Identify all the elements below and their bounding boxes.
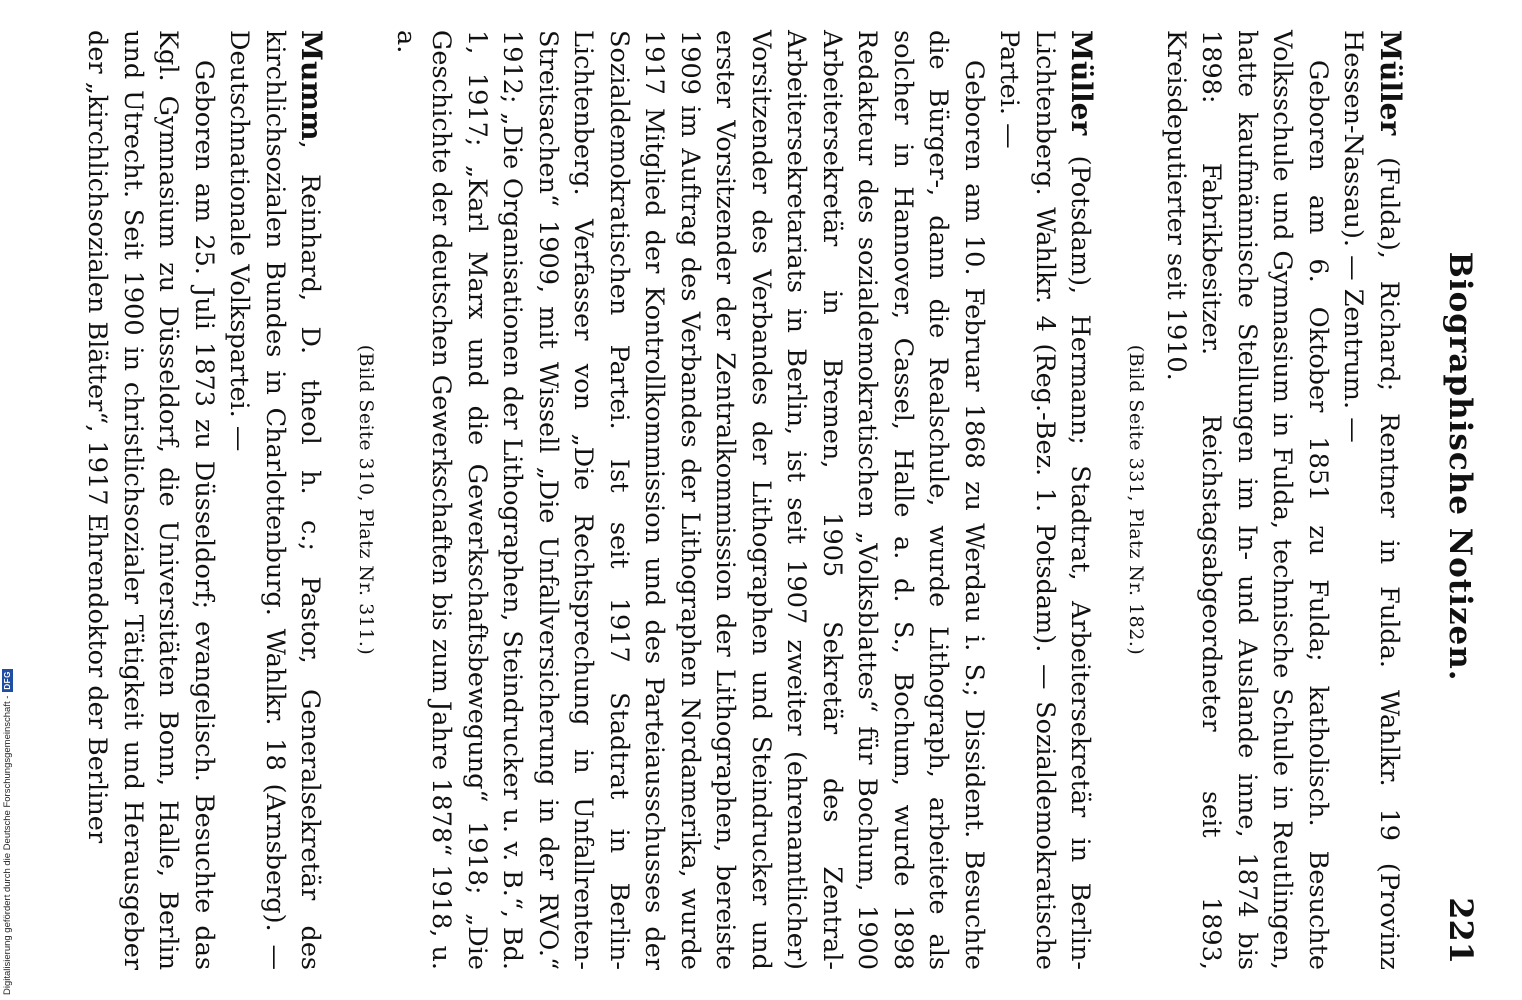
entry-lead [221, 30, 330, 970]
entry-name: Müller [1374, 30, 1407, 136]
entry-mueller-potsdam [356, 30, 1100, 970]
dfg-logo: DFG [3, 671, 12, 690]
image-reference: (Bild Seite 310, Platz Nr. 311.) [355, 344, 378, 656]
entry-name: Müller [1065, 30, 1099, 136]
entry-lead-text: (Fulda), Richard; Rentner in Fulda. Wahlkr. 19 (Provinz Hessen-Nassau). — Zentrum. — [1338, 30, 1404, 970]
entry-name: Mumm [295, 30, 329, 141]
digitization-footer [2, 669, 13, 995]
entry-body: Geboren am 10. Februar 1868 zu Werdau i. S.; Dissident. Besuchte die Bürger-, dann die Realschule, wurde Lithograph, arbeitete als solcher in Hannover, Cassel, Halle a. d. S., Bochum, wurde 1898 Redakteur des sozialdemokratischen „Volksblattes“ für Bochum, 1900 Arbeitersekretär in Bremen, 1905 Sekretär des Zentral-Arbeitersekretariats in Berlin, ist seit 1907 zweiter (ehrenamtlicher) Vorsitzender des Verbandes der Lithographen und Steindrucker und erster Vorsitzender der Zentralkommission der Lithographen, bereiste 1909 im Auftrag des Verbandes der Lithographen Nordamerika, wurde 1917 Mitglied der Kontrollkommission und des Parteiausschusses der Sozialdemokratischen Partei. Ist seit 1917 Stadtrat in Berlin-Lichtenberg. Verfasser von „Die Rechtsprechung in Unfallrenten-Streitsachen“ 1909, mit Wissell „Die Unfallversicherung in der RVO.“ 1912; „Die Organisationen der Lithographen, Steindrucker u. v. B.“, Bd. 1, 1917; „Karl Marx und die Gewerkschaftsbewegung“ 1918; „Die Geschichte der deutschen Gewerkschaften bis zum Jahre 1878“ 1918, u. a. [391, 30, 989, 970]
entry-body: Geboren am 6. Oktober 1851 zu Fulda; katholisch. Besuchte Volksschule und Gymnasium in Fulda, technische Schule in Reutlingen, hatte kaufmännische Stellungen im In- und Auslande inne, 1874 bis 1898: Fabrikbesitzer. Reichstagsabgeordneter seit 1893, Kreisdeputierter seit 1910. [1161, 30, 1333, 970]
entry-lead-text: , Reinhard, D. theol h. c.; Pastor, Generalsekretär des kirchlichsozialen Bundes in Charlottenburg. Wahlkr. 18 (Arnsberg). — Deutschnationale Volkspartei. — [224, 30, 326, 970]
document-page [70, 30, 1480, 970]
page-header [1442, 30, 1480, 970]
footer-text: Digitalisierung gefördert durch die Deutsche Forschungsgemeinschaft - [2, 695, 13, 995]
image-reference: (Bild Seite 331, Platz Nr. 182.) [1125, 344, 1148, 656]
entry-body: Geboren am 25. Juli 1873 zu Düsseldorf; evangelisch. Besuchte das Kgl. Gymnasium zu Düsseldorf, die Universitäten Bonn, Halle, Berlin und Utrecht. Seit 1900 in christlichsozialer Tätigkeit und Herausgeber der „kirchlichsozialen Blätter“, 1917 Ehrendoktor der Berliner [82, 30, 219, 970]
entry-mueller-fulda [1126, 30, 1409, 970]
entry-lead [1335, 30, 1408, 970]
entry-lead-text: (Potsdam), Hermann; Stadtrat, Arbeitersekretär in Berlin-Lichtenberg. Wahlkr. 4 (Reg.-Bez. 1. Potsdam). — Sozialdemokratische Partei. — [994, 30, 1096, 970]
entry-lead [991, 30, 1100, 970]
page-number: 221 [1442, 897, 1480, 964]
running-title: Biographische Notizen. [1442, 251, 1478, 682]
entry-mumm [79, 30, 330, 970]
